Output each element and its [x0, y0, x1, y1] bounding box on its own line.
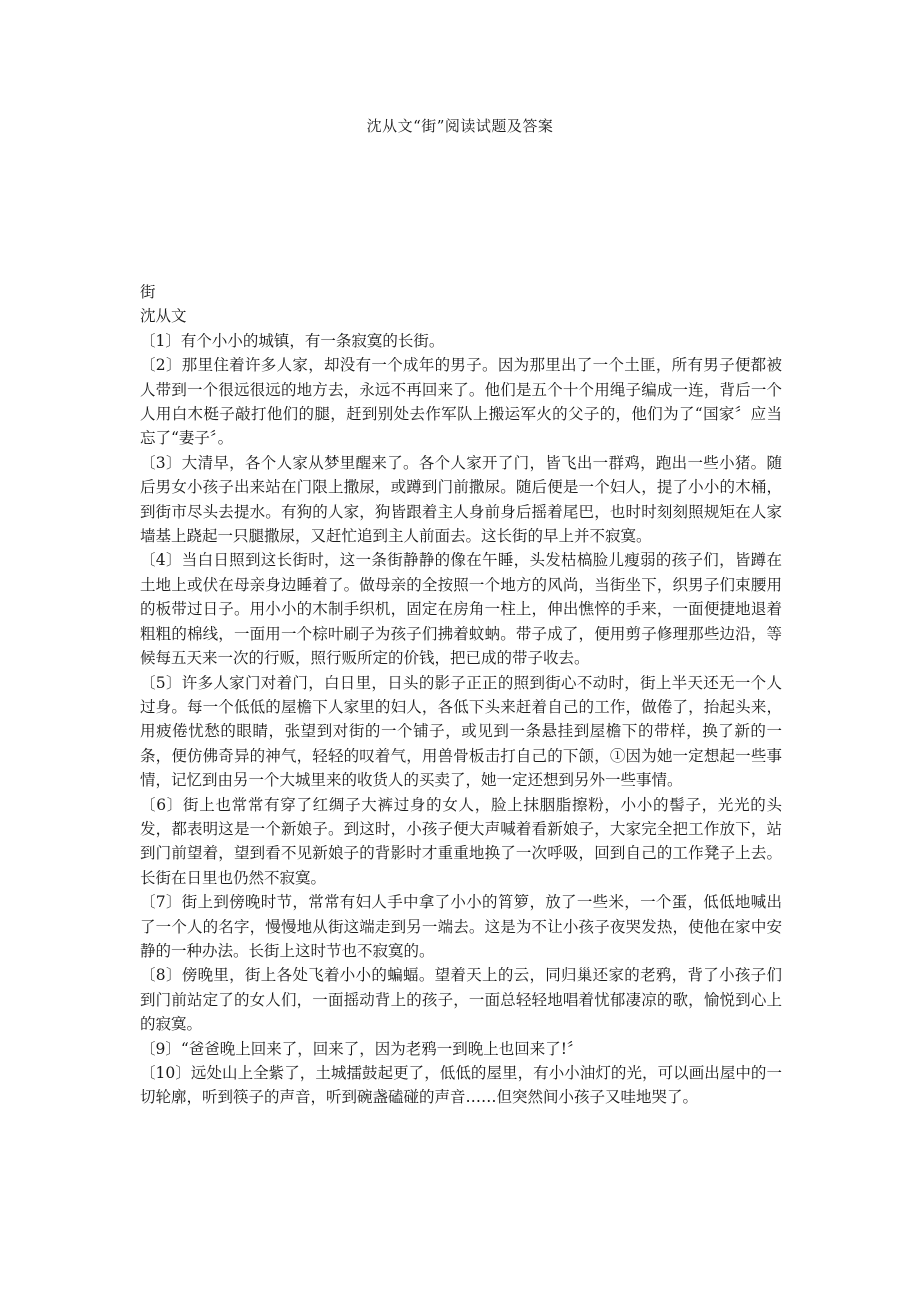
- story-author: 沈从文: [140, 307, 187, 326]
- paragraph-2: 〔2〕那里住着许多人家，却没有一个成年的男子。因为那里出了一个土匪，所有男子便都被人带到一个很远很远的地方去，永远不再回来了。他们是五个十个用绳子编成一连，背后一个人用白木梃子敲打他们的腿，赶到别处去作军队上搬运军火的父子的，他们为了“国家〞应当忘了“妻子〞。: [140, 356, 782, 448]
- paragraph-3: 〔3〕大清早，各个人家从梦里醒来了。各个人家开了门，皆飞出一群鸡，跑出一些小猪。随后男女小孩子出来站在门限上撒尿，或蹲到门前撒尿。随后便是一个妇人，提了小小的木桶，到街市尽头去提水。有狗的人家，狗皆跟着主人身前身后摇着尾巴，也时时刻刻照规矩在人家墙基上跷起一只腿撒尿，又赶忙追到主人前面去。这长街的早上并不寂寞。: [140, 453, 782, 546]
- document-title: 沈从文“街”阅读试题及答案: [366, 117, 554, 135]
- paragraph-9: 〔9〕“爸爸晚上回来了，回来了，因为老鸦一到晚上也回来了!〞: [140, 1039, 583, 1058]
- paragraph-8: 〔8〕傍晚里，街上各处飞着小小的蝙蝠。望着天上的云，同归巢还家的老鸦，背了小孩子们到门前站定了的女人们，一面摇动背上的孩子，一面总轻轻地唱着忧郁凄凉的歌，愉悦到心上的寂寞。: [140, 966, 782, 1034]
- paragraph-4: 〔4〕当白日照到这长街时，这一条街静静的像在午睡，头发枯槁脸儿瘦弱的孩子们，皆蹲在土地上或伏在母亲身边睡着了。做母亲的全按照一个地方的风尚，当街坐下，织男子们束腰用的板带过日子。用小小的木制手织机，固定在房角一柱上，伸出憔悴的手来，一面便捷地退着粗粗的棉线，一面用一个棕叶刷子为孩子们拂着蚊蚋。带子成了，便用剪子修理那些边沿，等候每五天来一次的行贩，照行贩所定的价钱，把已成的带子收去。: [140, 551, 782, 668]
- paragraph-10: 〔10〕远处山上全紫了，土城擂鼓起更了，低低的屋里，有小小油灯的光，可以画出屋中的一切轮廓，听到筷子的声音，听到碗盏磕碰的声音……但突然间小孩子又哇地哭了。: [140, 1064, 782, 1107]
- paragraph-5: 〔5〕许多人家门对着门，白日里，日头的影子正正的照到街心不动时，街上半天还无一个人过身。每一个低低的屋檐下人家里的妇人，各低下头来赶着自己的工作，做倦了，抬起头来，用疲倦忧愁的眼睛，张望到对街的一个铺子，或见到一条悬挂到屋檐下的带样，换了新的一条，便仿佛奇异的神气，轻轻的叹着气，用兽骨板击打自己的下颌，①因为她一定想起一些事情，记忆到由另一个大城里来的收货人的买卖了，她一定还想到另外一些事情。: [140, 673, 782, 790]
- paragraph-7: 〔7〕街上到傍晚时节，常常有妇人手中拿了小小的筲箩，放了一些米，一个蛋，低低地喊出了一个人的名字，慢慢地从街这端走到另一端去。这是为不让小孩子夜哭发热，使他在家中安静的一种办法。长街上这时节也不寂寞的。: [140, 893, 782, 960]
- story-title: 街: [140, 283, 156, 301]
- article-body: [140, 280, 782, 1110]
- paragraph-1: 〔1〕有个小小的城镇，有一条寂寞的长街。: [140, 331, 445, 350]
- paragraph-6: 〔6〕街上也常常有穿了红绸子大裤过身的女人，脸上抹胭脂擦粉，小小的髻子，光光的头发，都表明这是一个新娘子。到这时，小孩子便大声喊着看新娘子，大家完全把工作放下，站到门前望着，望到看不见新娘子的背影时才重重地换了一次呼吸，回到自己的工作凳子上去。长街在日里也仍然不寂寞。: [140, 795, 782, 887]
